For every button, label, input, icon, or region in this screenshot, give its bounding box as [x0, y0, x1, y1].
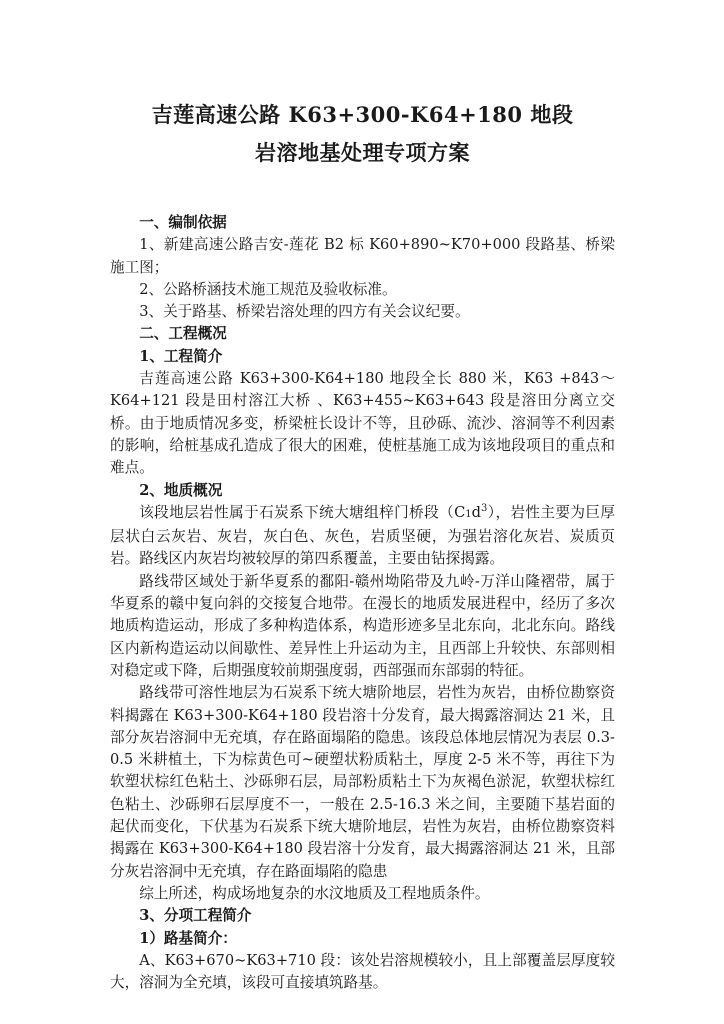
subsection-heading-items: 3、分项工程简介 — [139, 907, 252, 925]
geology-text-pre: 该段地层岩性属于石炭系下统大塘组梓门桥段（C — [139, 503, 466, 521]
geology-text-post: ），岩性主要为巨厚层状白云灰岩、灰岩，灰白色、灰色，岩质坚硬，为强岩溶化灰岩、炭质页岩。路线区内灰岩均被较厚的第四系覆盖，主要由钻探揭露。 — [110, 503, 615, 568]
document-page — [110, 96, 615, 994]
paragraph-geology-4: 综上所述，构成场地复杂的水汶地质及工程地质条件。 — [139, 884, 490, 902]
paragraph-geology-1 — [110, 502, 615, 571]
geology-superscript: 3 — [480, 503, 488, 514]
geology-subscript: 1 — [465, 508, 472, 520]
subsection-heading-roadbed: 1）路基简介： — [139, 929, 237, 947]
paragraph-geology-2: 路线带区域处于新华夏系的鄱阳-赣州坳陷带及九岭-万洋山隆褶带，属于华夏系的赣中复向斜的交接复合地带。在漫长的地质发展进程中，经历了多次地质构造运动，形成了多种构造体系，构造形迹多呈北东向，北北东向。路线区内新构造运动以间歇性、差异性上升运动为主，且西部上升较快、东部则相对稳定或下降，后期强度较前期强度弱，西部强而东部弱的特征。 — [110, 572, 615, 679]
document-title-line2: 岩溶地基处理专项方案 — [255, 140, 470, 165]
section-heading-basis: 一、编制依据 — [139, 214, 227, 231]
document-body — [110, 212, 615, 994]
paragraph-basis-1: 1、新建高速公路吉安-莲花 B2 标 K60+890~K70+000 段路基、桥梁施工图； — [110, 236, 615, 276]
paragraph-basis-2: 2、公路桥涵技术施工规范及验收标准。 — [139, 280, 397, 298]
section-heading-overview: 二、工程概况 — [139, 325, 227, 343]
paragraph-intro: 吉莲高速公路 K63+300-K64+180 地段全长 880 米，K63 +843～K64+121 段是田村溶江大桥 、K63+455~K63+643 段是溶田分离立交桥。由于地质情况多变，桥梁桩长设计不等，且砂砾、流沙、溶洞等不利因素的影响，给桩基成孔造成了很大的困难，使桩基施工成为该地段项目的重点和难点。 — [110, 370, 615, 477]
document-title-line1: 吉莲高速公路 K63+300-K64+180 地段 — [151, 102, 574, 127]
paragraph-roadbed-a: A、K63+670~K63+710 段：该处岩溶规模较小，且上部覆盖层厚度较大，溶洞为全充填，该段可直接填筑路基。 — [110, 951, 615, 992]
paragraph-basis-3: 3、关于路基、桥梁岩溶处理的四方有关会议纪要。 — [139, 303, 470, 321]
geology-text-mid: d — [471, 503, 481, 521]
subsection-heading-intro: 1、工程简介 — [139, 347, 223, 365]
paragraph-geology-3: 路线带可溶性地层为石炭系下统大塘阶地层，岩性为灰岩，由桥位勘察资料揭露在 K63+300-K64+180 段岩溶十分发育，最大揭露溶洞达 21 米，且部分灰岩溶洞中无充填，存在路面塌陷的隐患。该段总体地层情况为表层 0.3-0.5 米耕植土，下为棕黄色可~硬塑状粉质粘土，厚度 2-5 米不等，再往下为软塑状棕红色粘土、沙砾卵石层，局部粉质粘土下为灰褐色淤泥，软塑状棕红色粘土、沙砾卵石层厚度不一，一般在 2.5-16.3 米之间，主要随下基岩面的起伏而变化，下伏基为石炭系下统大塘阶地层，岩性为灰岩，由桥位勘察资料揭露在 K63+300-K64+180 段岩溶十分发育，最大揭露溶洞达 21 米，且部分灰岩溶洞中无充填，存在路面塌陷的隐患 — [110, 684, 615, 880]
subsection-heading-geology: 2、地质概况 — [139, 481, 223, 499]
